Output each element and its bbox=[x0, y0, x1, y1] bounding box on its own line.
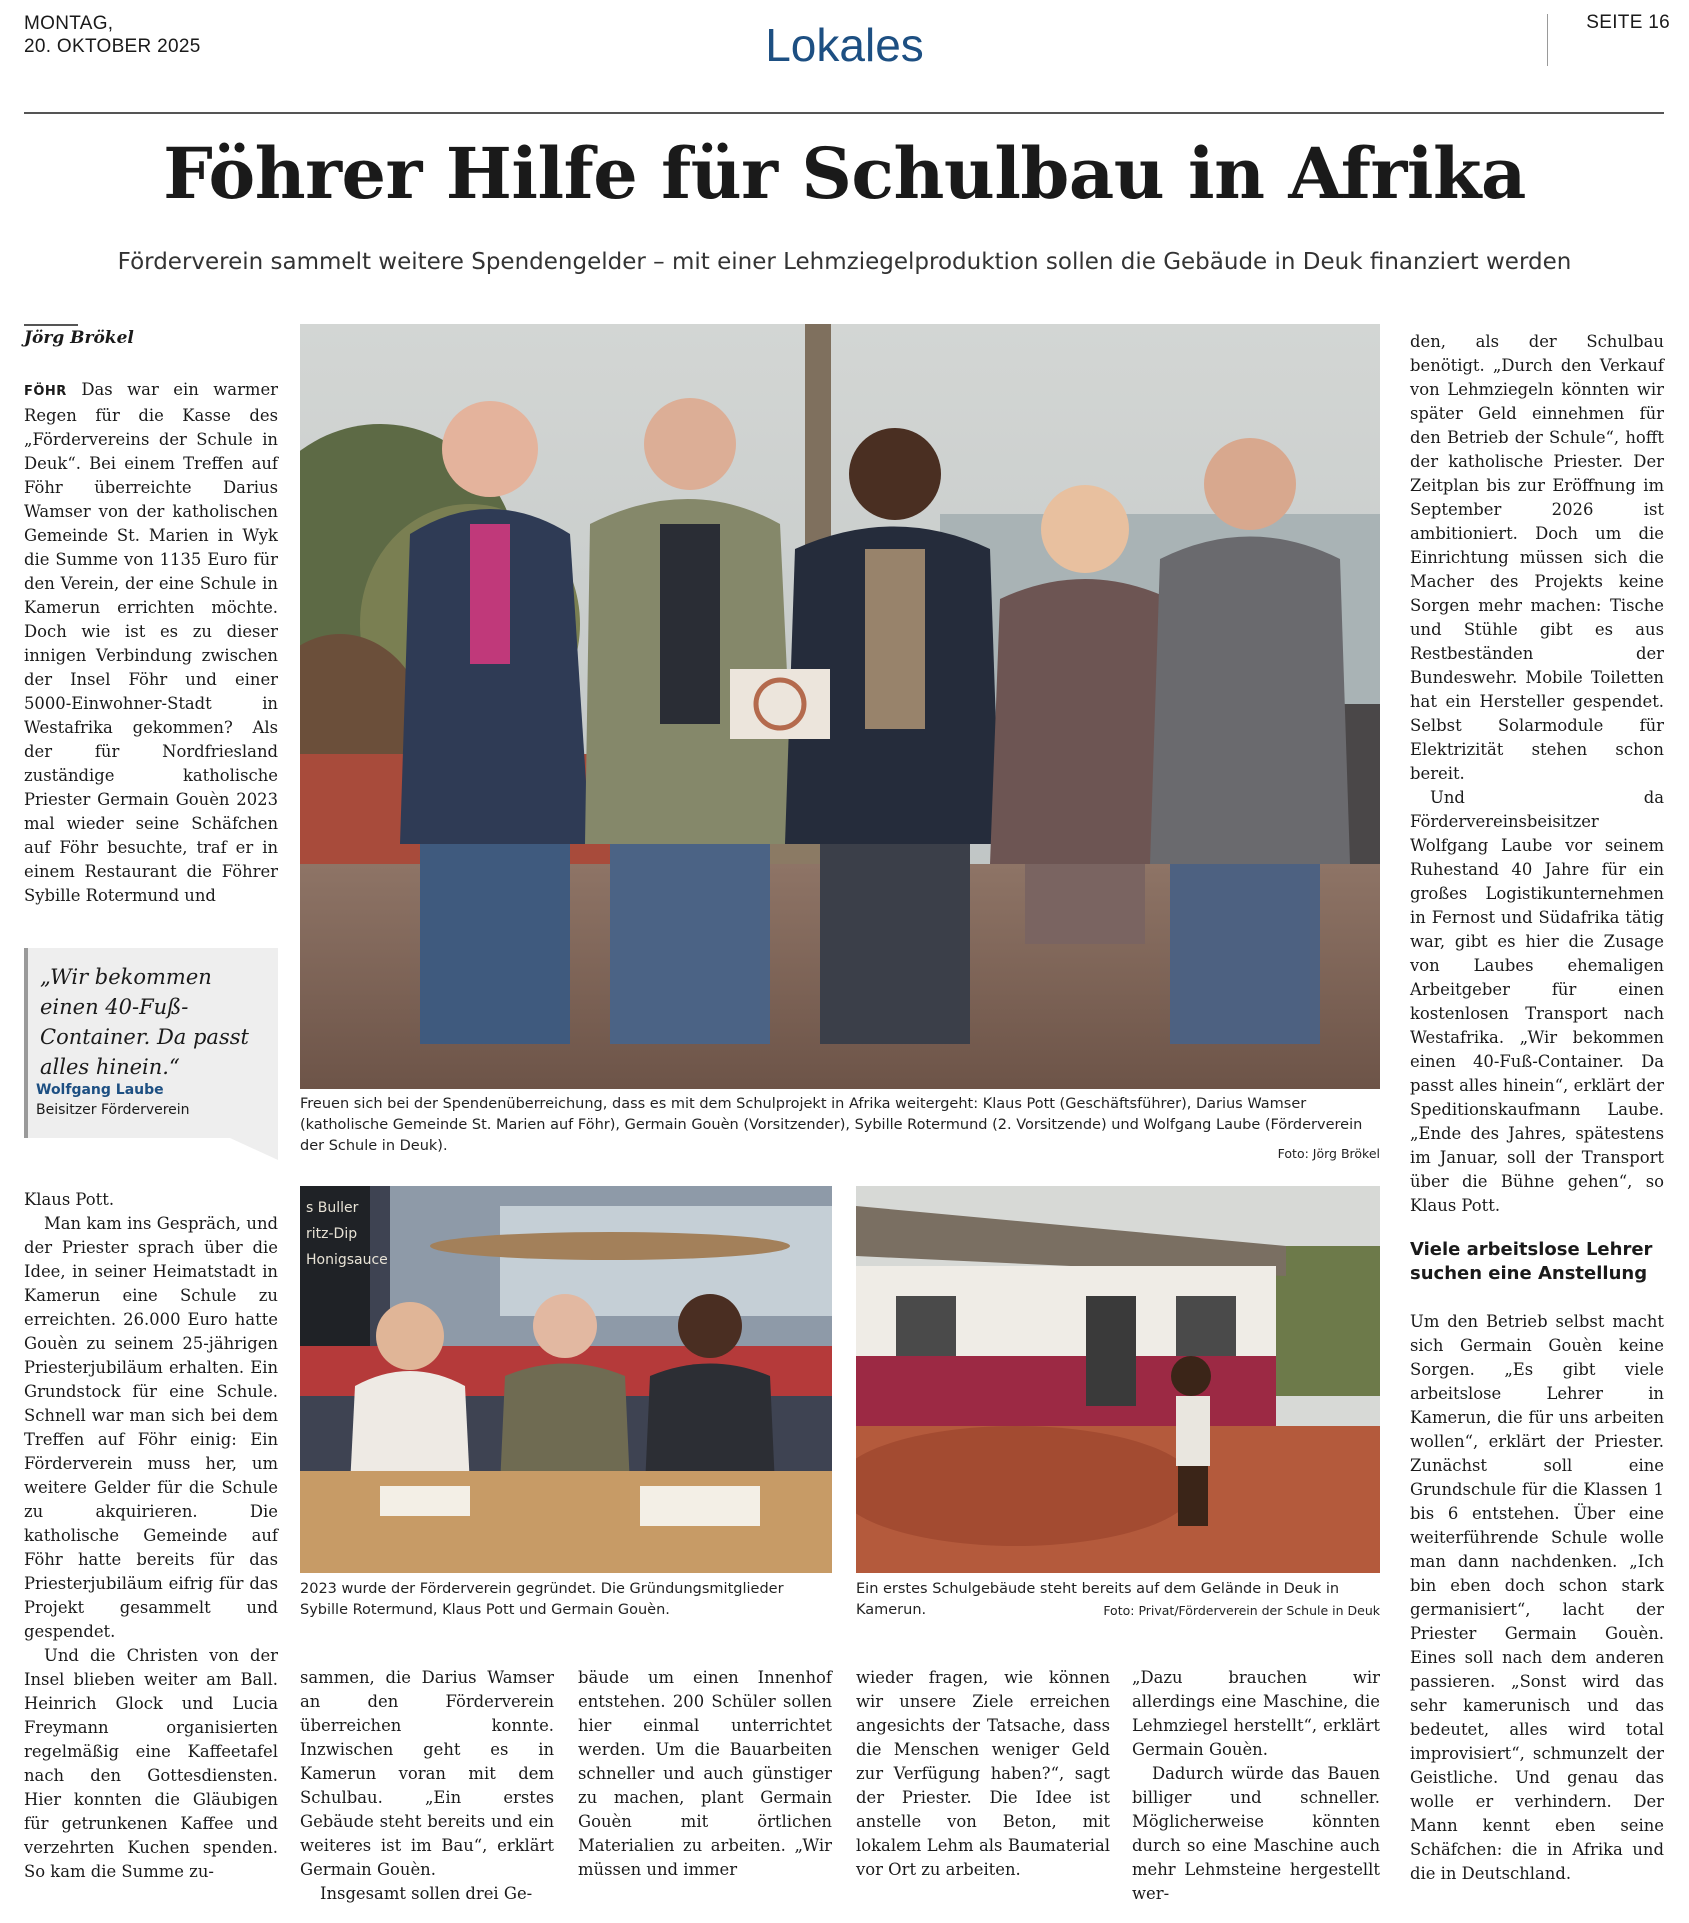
menu-board-line: Honigsauce bbox=[306, 1252, 388, 1268]
author-byline: Jörg Brökel bbox=[24, 328, 134, 348]
column-6-bottom bbox=[1410, 1310, 1664, 1886]
founding-photo bbox=[300, 1186, 832, 1573]
section-title: Lokales bbox=[765, 19, 924, 71]
column-5-bottom bbox=[1132, 1666, 1380, 1906]
paragraph: Und da Fördervereinsbeisitzer Wolfgang Laube vor seinem Ruhestand 40 Jahre für ein großes Logistikunternehmen in Fernost und Südafrika tätig war, gibt es hier die Zusage von Laubes ehemaligen Arbeitgeber für einen kostenlosen Transport nach Westafrika. „Wir bekommen einen 40-Fuß-Container. Da passt alles hinein“, erklärt der Speditionskaufmann Laube. „Ende des Jahres, spätestens im Januar, soll der Transport über die Bühne gehen“, so Klaus Pott. bbox=[1410, 788, 1664, 1215]
column-1-bottom bbox=[24, 1188, 278, 1884]
main-photo-caption: Freuen sich bei der Spendenüberreichung, dass es mit dem Schulprojekt in Afrika weitergeht: Klaus Pott (Geschäftsführer), Darius Wamser (katholische Gemeinde St. Marien auf Föhr), Germain Gouèn (Vorsitzender), Sybille Rotermund (2. Vorsitzende) und Wolfgang Laube (Förderverein der Schule in Deuk). bbox=[300, 1096, 1363, 1154]
section-subhead: Viele arbeitslose Lehrer suchen eine Anstellung bbox=[1410, 1239, 1653, 1284]
paragraph: den, als der Schulbau benötigt. „Durch den Verkauf von Lehmziegeln könnten wir später Geld einnehmen für den Betrieb der Schule“, hofft der katholische Priester. Der Zeitplan bis zur Eröffnung im September 2026 ist ambitioniert. Doch um die Einrichtung müssen sich die Macher des Projekts keine Sorgen mehr machen: Tische und Stühle gibt es aus Restbeständen der Bundeswehr. Mobile Toiletten hat ein Hersteller gespendet. Selbst Solarmodule für Elektrizität stehen schon bereit. bbox=[1410, 332, 1664, 783]
column-6-top bbox=[1410, 330, 1664, 1218]
main-photo-credit: Foto: Jörg Brökel bbox=[1277, 1146, 1380, 1161]
article-headline: Föhrer Hilfe für Schulbau in Afrika bbox=[163, 132, 1526, 215]
paragraph: bäude um einen Innenhof entstehen. 200 Schüler sollen hier einmal unterrichtet werden. Um die Bauarbeiten schneller und auch günstiger zu machen, plant Germain Gouèn mit örtlichen Materialien zu arbeiten. „Wir müssen und immer bbox=[578, 1668, 832, 1879]
lead-text: Das war ein warmer Regen für die Kasse des „Fördervereins der Schule in Deuk“. Bei einem Treffen auf Föhr überreichte Darius Wamser von der katholischen Gemeinde St. Marien in Wyk die Summe von 1135 Euro für den Verein, der eine Schule in Kamerun errichten möchte. Doch wie ist es zu dieser innigen Verbindung zwischen der Insel Föhr und einer 5000-Einwohner-Stadt in Westafrika gekommen? Als der für Nordfriesland zuständige katholische Priester Germain Gouèn 2023 mal wieder seine Schäfchen auf Föhr besuchte, traf er in einem Restaurant die Föhrer Sybille Rotermund und bbox=[24, 380, 278, 905]
pull-quote-bar bbox=[24, 948, 28, 1138]
paragraph: Und die Christen von der Insel blieben weiter am Ball. Heinrich Glock und Lucia Freymann organisierten regelmäßig eine Kaffeetafel nach den Gottesdiensten. Hier konnten die Gläubigen für getrunkenen Kaffee und verzehrten Kuchen spenden. So kam die Summe zu- bbox=[24, 1646, 278, 1881]
pull-quote-name: Wolfgang Laube bbox=[36, 1082, 164, 1098]
issue-weekday: MONTAG, bbox=[24, 13, 114, 34]
dateline-kicker: FÖHR bbox=[24, 384, 67, 399]
paragraph: Um den Betrieb selbst macht sich Germain Gouèn keine Sorgen. „Es gibt viele arbeitslose Lehrer in Kamerun, die für uns arbeiten wollen“, erklärt der Priester. Zunächst soll eine Grundschule für die Klassen 1 bis 6 entstehen. Über eine weiterführende Schule wolle man dann nachdenken. „Ich bin eben doch schon stark germanisiert“, lacht der Priester Germain Gouèn. Eines soll nach dem anderen passieren. „Sonst wird das sehr kamerunisch und das bedeutet, alles wird total improvisiert“, schmunzelt der Geistliche. Und genau das wolle er verhindern. Der Mann kennt eben seine Schäfchen: die in Afrika und die in Deutschland. bbox=[1410, 1312, 1664, 1883]
column-4-bottom bbox=[856, 1666, 1110, 1882]
issue-date-text: 20. OKTOBER 2025 bbox=[24, 36, 201, 57]
school-photo-caption: Ein erstes Schulgebäude steht bereits auf dem Gelände in Deuk in Kamerun. bbox=[856, 1581, 1340, 1618]
building-photo-illustration bbox=[856, 1186, 1380, 1573]
restaurant-photo-illustration bbox=[300, 1186, 832, 1573]
school-building-photo bbox=[856, 1186, 1380, 1573]
page-number: SEITE 16 bbox=[1586, 12, 1670, 33]
paragraph: sammen, die Darius Wamser an den Förderverein überreichen konnte. Inzwischen geht es in Kamerun voran mit dem Schulbau. „Ein erstes Gebäude steht bereits und ein weiteres ist im Bau“, erklärt Germain Gouèn. bbox=[300, 1668, 554, 1879]
pull-quote-role: Beisitzer Förderverein bbox=[36, 1102, 190, 1118]
paragraph: Dadurch würde das Bauen billiger und schneller. Möglicherweise könnten durch so eine Maschine auch mehr Lehmsteine hergestellt wer- bbox=[1132, 1764, 1380, 1903]
column-1-top bbox=[24, 378, 278, 908]
menu-board-line: ritz-Dip bbox=[306, 1226, 358, 1242]
menu-board-line: s Buller bbox=[306, 1200, 359, 1216]
column-2-bottom bbox=[300, 1666, 554, 1906]
founding-photo-caption: 2023 wurde der Förderverein gegründet. Die Gründungsmitglieder Sybille Rotermund, Klaus Pott und Germain Gouèn. bbox=[300, 1581, 784, 1618]
pull-quote-text: „Wir bekommen einen 40-Fuß-Container. Da passt alles hinein.“ bbox=[40, 965, 249, 1079]
author-rule bbox=[24, 324, 78, 326]
school-photo-credit: Foto: Privat/Förderverein der Schule in Deuk bbox=[1103, 1603, 1380, 1618]
lead-paragraph bbox=[24, 378, 278, 908]
pull-quote-tip bbox=[230, 1138, 278, 1160]
header-divider bbox=[1547, 14, 1548, 66]
paragraph: „Dazu brauchen wir allerdings eine Maschine, die Lehmziegel herstellt“, erklärt Germain Gouèn. bbox=[1132, 1668, 1380, 1759]
paragraph: Insgesamt sollen drei Ge- bbox=[320, 1884, 533, 1903]
column-3-bottom bbox=[578, 1666, 832, 1882]
main-photo bbox=[300, 324, 1380, 1089]
header-rule bbox=[24, 112, 1664, 114]
article-subline: Förderverein sammelt weitere Spendengelder – mit einer Lehmziegelproduktion sollen die Gebäude in Deuk finanziert werden bbox=[117, 249, 1572, 275]
paragraph: Klaus Pott. bbox=[24, 1190, 115, 1209]
group-photo-illustration bbox=[300, 324, 1380, 1089]
paragraph: wieder fragen, wie können wir unsere Ziele erreichen angesichts der Tatsache, dass die Menschen weniger Geld zur Verfügung haben?“, sagt der Priester. Die Idee ist anstelle von Beton, mit lokalem Lehm als Baumaterial vor Ort zu arbeiten. bbox=[856, 1668, 1110, 1879]
paragraph: Man kam ins Gespräch, und der Priester sprach über die Idee, in seiner Heimatstadt in Kamerun eine Schule zu erreichten. 26.000 Euro hatte Gouèn zu seinem 25-jährigen Priesterjubiläum erhalten. Ein Grundstock für eine Schule. Schnell war man sich bei dem Treffen auf Föhr einig: Ein Förderverein muss her, um weitere Gelder für die Schule zu akquirieren. Die katholische Gemeinde auf Föhr hatte bereits für das Priesterjubiläum eifrig für das Projekt gesammelt und gespendet. bbox=[24, 1214, 278, 1641]
